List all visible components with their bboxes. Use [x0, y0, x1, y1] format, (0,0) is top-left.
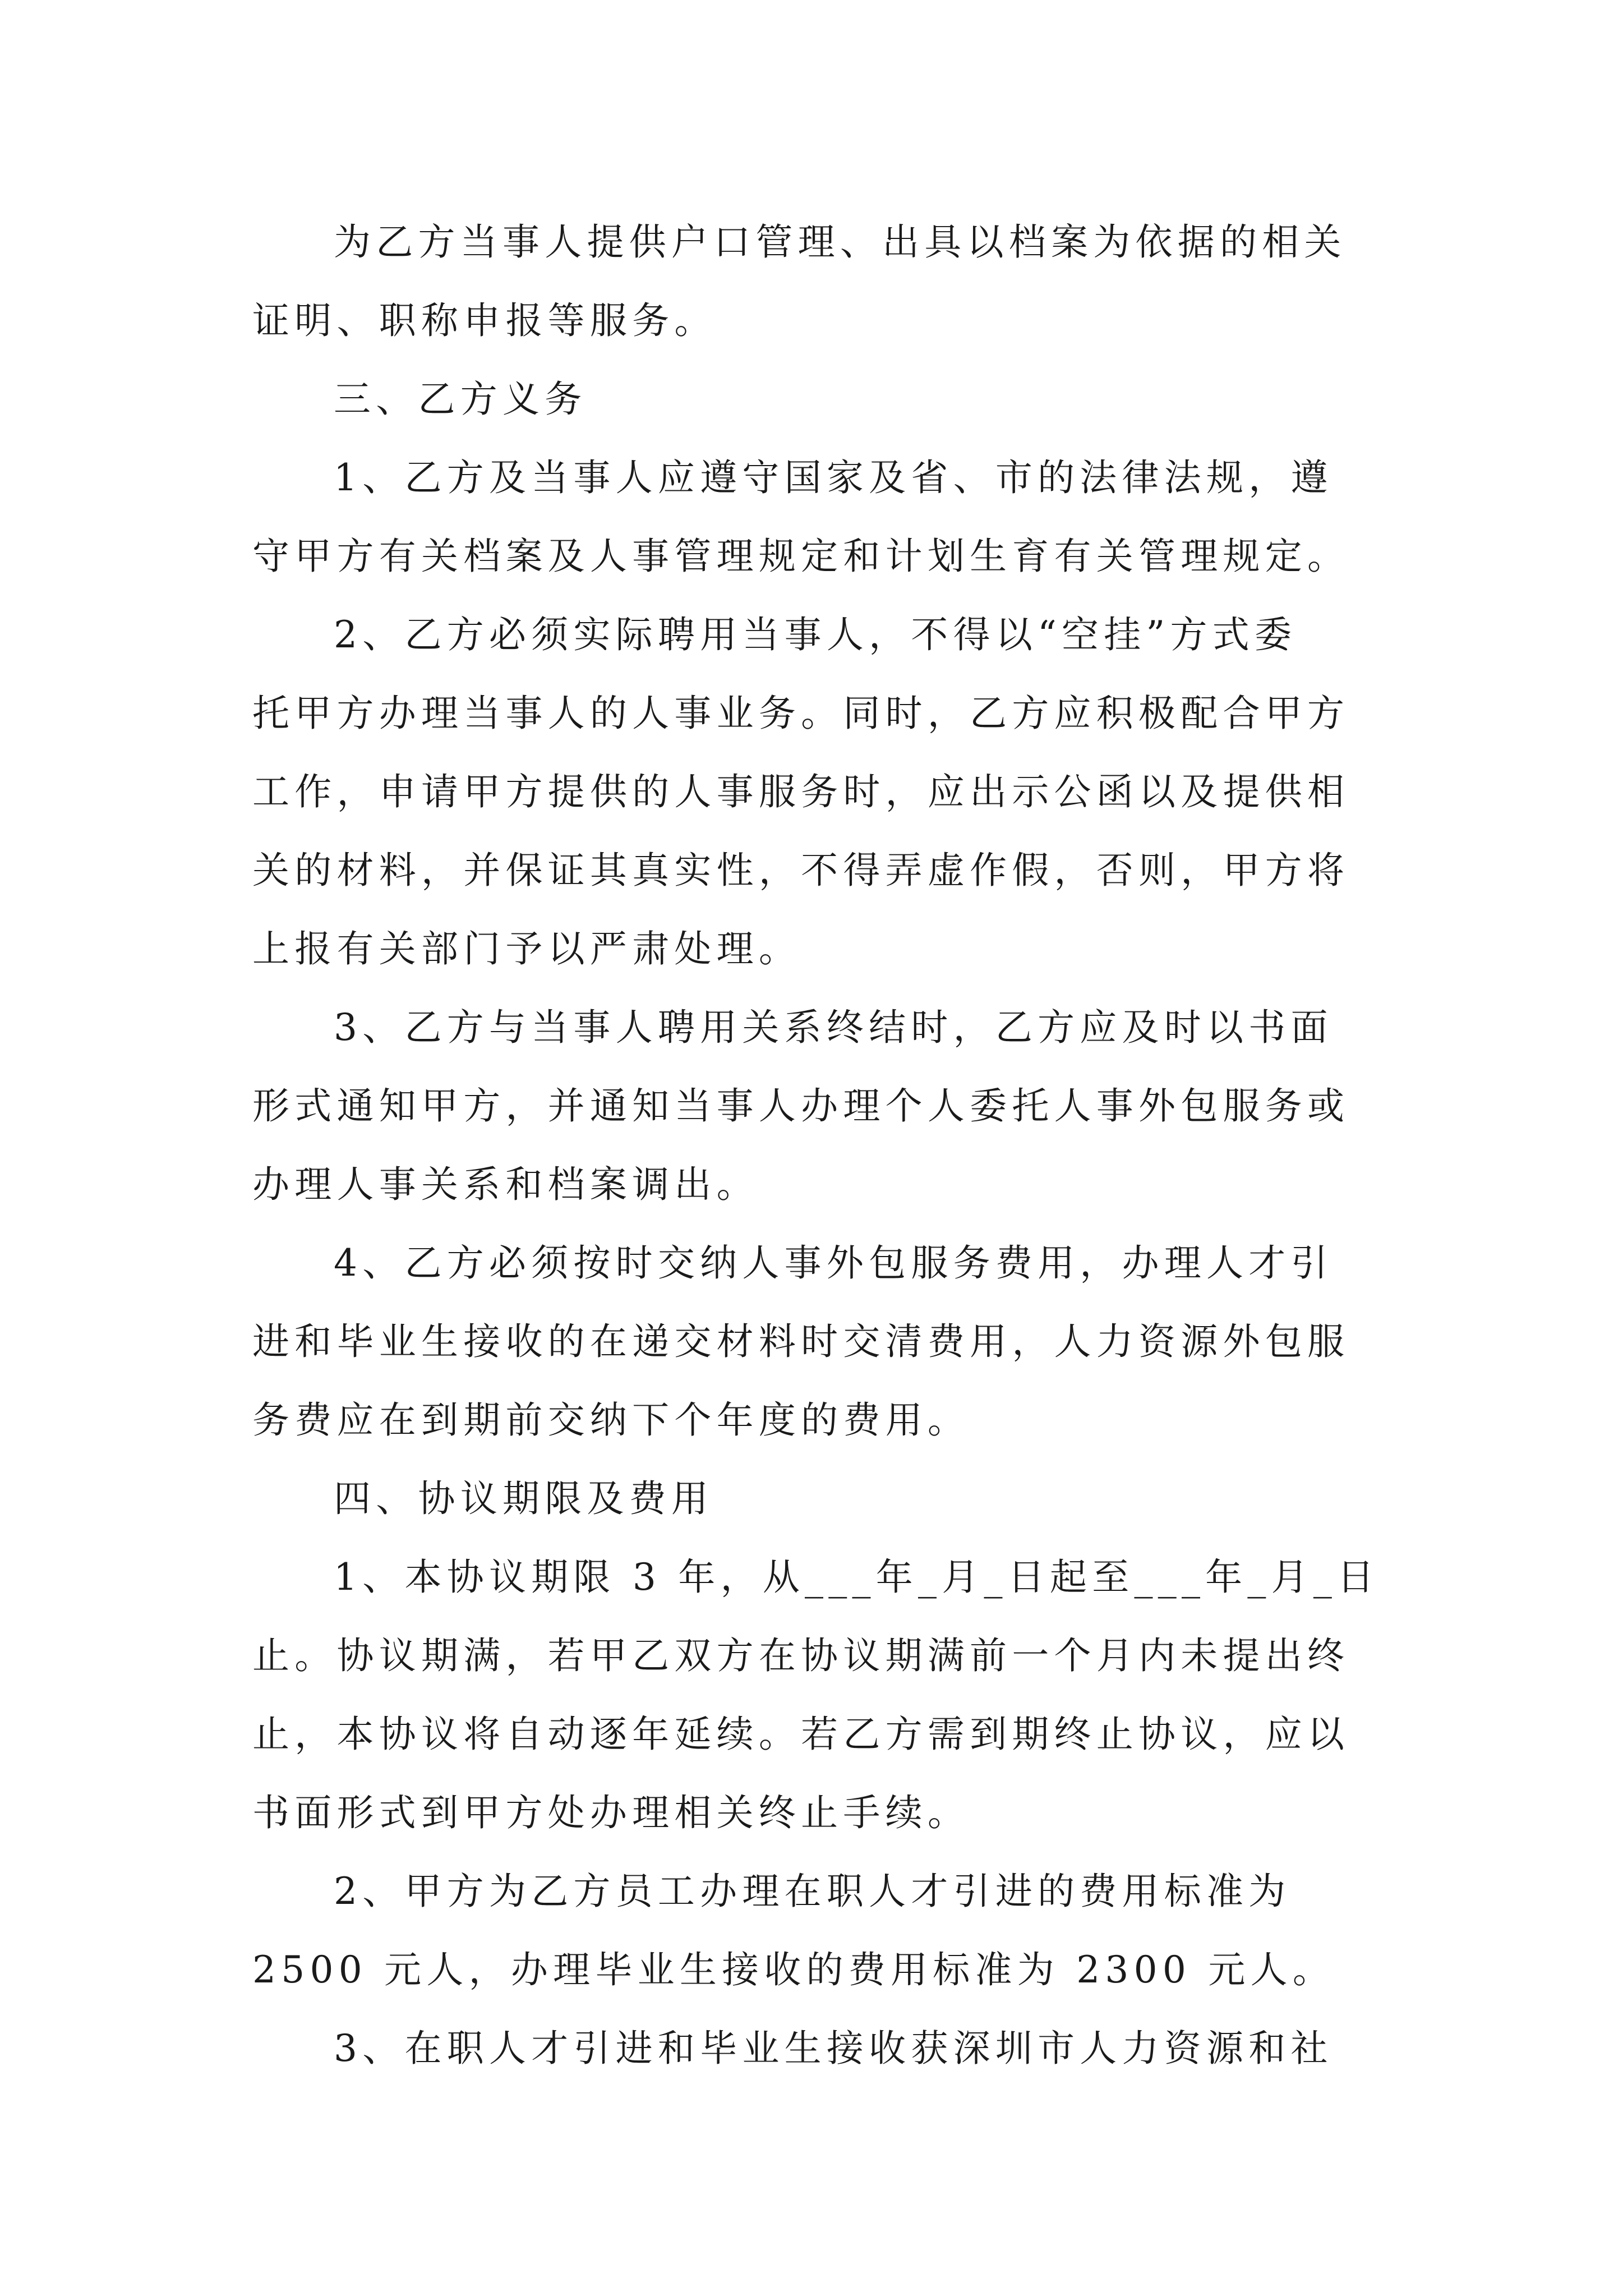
paragraph-line: 止，本协议将自动逐年延续。若乙方需到期终止协议，应以	[252, 1713, 1350, 1756]
paragraph-line: 1、本协议期限 3 年，从___年_月_日起至___年_月_日	[334, 1556, 1380, 1599]
paragraph-line: 1、乙方及当事人应遵守国家及省、市的法律法规，遵	[334, 456, 1333, 499]
paragraph-line: 为乙方当事人提供户口管理、出具以档案为依据的相关	[334, 220, 1347, 264]
section-heading: 四、协议期限及费用	[334, 1477, 714, 1520]
paragraph-line: 4、乙方必须按时交纳人事外包服务费用，办理人才引	[334, 1241, 1333, 1285]
paragraph-line: 形式通知甲方，并通知当事人办理个人委托人事外包服务或	[252, 1084, 1350, 1128]
paragraph-line: 止。协议期满，若甲乙双方在协议期满前一个月内未提出终	[252, 1634, 1350, 1677]
paragraph-line: 上报有关部门予以严肃处理。	[252, 927, 801, 970]
paragraph-line: 书面形式到甲方处办理相关终止手续。	[252, 1791, 970, 1834]
paragraph-line: 务费应在到期前交纳下个年度的费用。	[252, 1398, 970, 1442]
paragraph-line: 工作，申请甲方提供的人事服务时，应出示公函以及提供相	[252, 770, 1350, 813]
paragraph-line: 守甲方有关档案及人事管理规定和计划生育有关管理规定。	[252, 535, 1350, 578]
paragraph-line: 证明、职称申报等服务。	[252, 299, 717, 342]
paragraph-line: 关的材料，并保证其真实性，不得弄虚作假，否则，甲方将	[252, 849, 1350, 892]
section-heading: 三、乙方义务	[334, 378, 587, 421]
paragraph-line: 进和毕业生接收的在递交材料时交清费用，人力资源外包服	[252, 1320, 1350, 1363]
paragraph-line: 2500 元人，办理毕业生接收的费用标准为 2300 元人。	[252, 1948, 1335, 1991]
paragraph-line: 托甲方办理当事人的人事业务。同时，乙方应积极配合甲方	[252, 692, 1350, 735]
paragraph-line: 2、乙方必须实际聘用当事人，不得以“空挂”方式委	[334, 613, 1297, 656]
paragraph-line: 3、在职人才引进和毕业生接收获深圳市人力资源和社	[334, 2027, 1333, 2070]
paragraph-line: 3、乙方与当事人聘用关系终结时，乙方应及时以书面	[334, 1006, 1333, 1049]
paragraph-line: 2、甲方为乙方员工办理在职人才引进的费用标准为	[334, 1870, 1291, 1913]
paragraph-line: 办理人事关系和档案调出。	[252, 1163, 759, 1206]
